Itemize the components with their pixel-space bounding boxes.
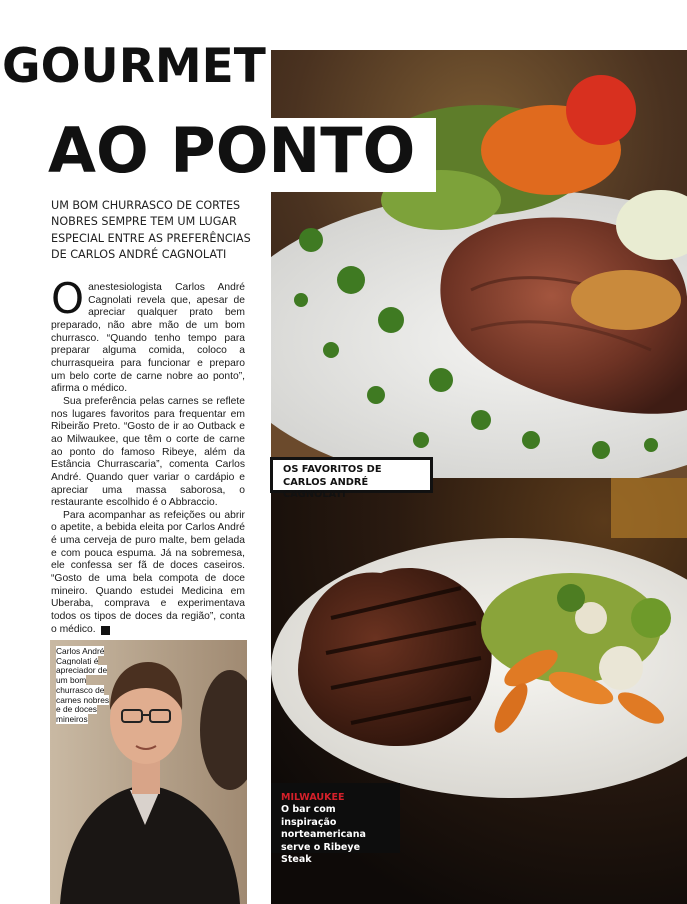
article-body: [51, 274, 245, 636]
section-kicker: GOURMET: [2, 39, 266, 94]
milwaukee-tag: MILWAUKEE: [281, 792, 345, 803]
headline: AO PONTO: [48, 114, 416, 187]
paragraph-1: Oanestesiologista Carlos André Cagnolati revela que, apesar de apreciar qualquer prato bem preparado, não abre mão de um bom churrasco. “Quando tenho tempo para preparar alguma comida, coloco a churrasqueira para funcionar e preparo um belo corte de carne nobre ao ponto”, afirma o médico.: [51, 274, 245, 395]
paragraph-3: Para acompanhar as refeições ou abrir o apetite, a bebida eleita por Carlos André é uma cerveja de puro malte, bem gelada e com pouca espuma. Já na sobremesa, ele confessa ser fã de doces caseiros. “Gosto de uma bela compota de doce mineiro. Quando estudei Medicina em Uberaba, comprava e experimentava todos os tipos de doces da região”, conta o médico. R: [51, 509, 245, 635]
paragraph-2: Sua preferência pelas carnes se reflete nos lugares favoritos para frequentar em Ribeirão Preto. “Gosto de ir ao Outback e ao Milwaukee, que têm o corte de carne ao ponto do famoso Ribeye, além da Estância Churrascaria”, comenta Carlos André. Quando quer variar o cardápio e apreciar uma massa saborosa, o restaurante escolhido é o Abbraccio.: [51, 395, 245, 509]
favorites-caption-box: [270, 457, 433, 500]
milwaukee-caption-box: [271, 783, 400, 865]
end-mark-icon: R: [101, 626, 110, 635]
favorites-caption: OS FAVORITOS DE CARLOS ANDRÉ CAGNOLATI: [283, 464, 382, 500]
deck: UM BOM CHURRASCO DE CORTES NOBRES SEMPRE TEM UM LUGAR ESPECIAL ENTRE AS PREFERÊNCIAS DE CARLOS ANDRÉ CAGNOLATI: [51, 199, 251, 261]
milwaukee-caption: O bar com inspiração norteamericana serve o Ribeye Steak: [281, 804, 366, 865]
dropcap: O: [51, 274, 85, 323]
portrait-caption: Carlos André Cagnolati é apreciador de um bom churrasco de carnes nobres e de doces mineiros: [56, 646, 110, 724]
